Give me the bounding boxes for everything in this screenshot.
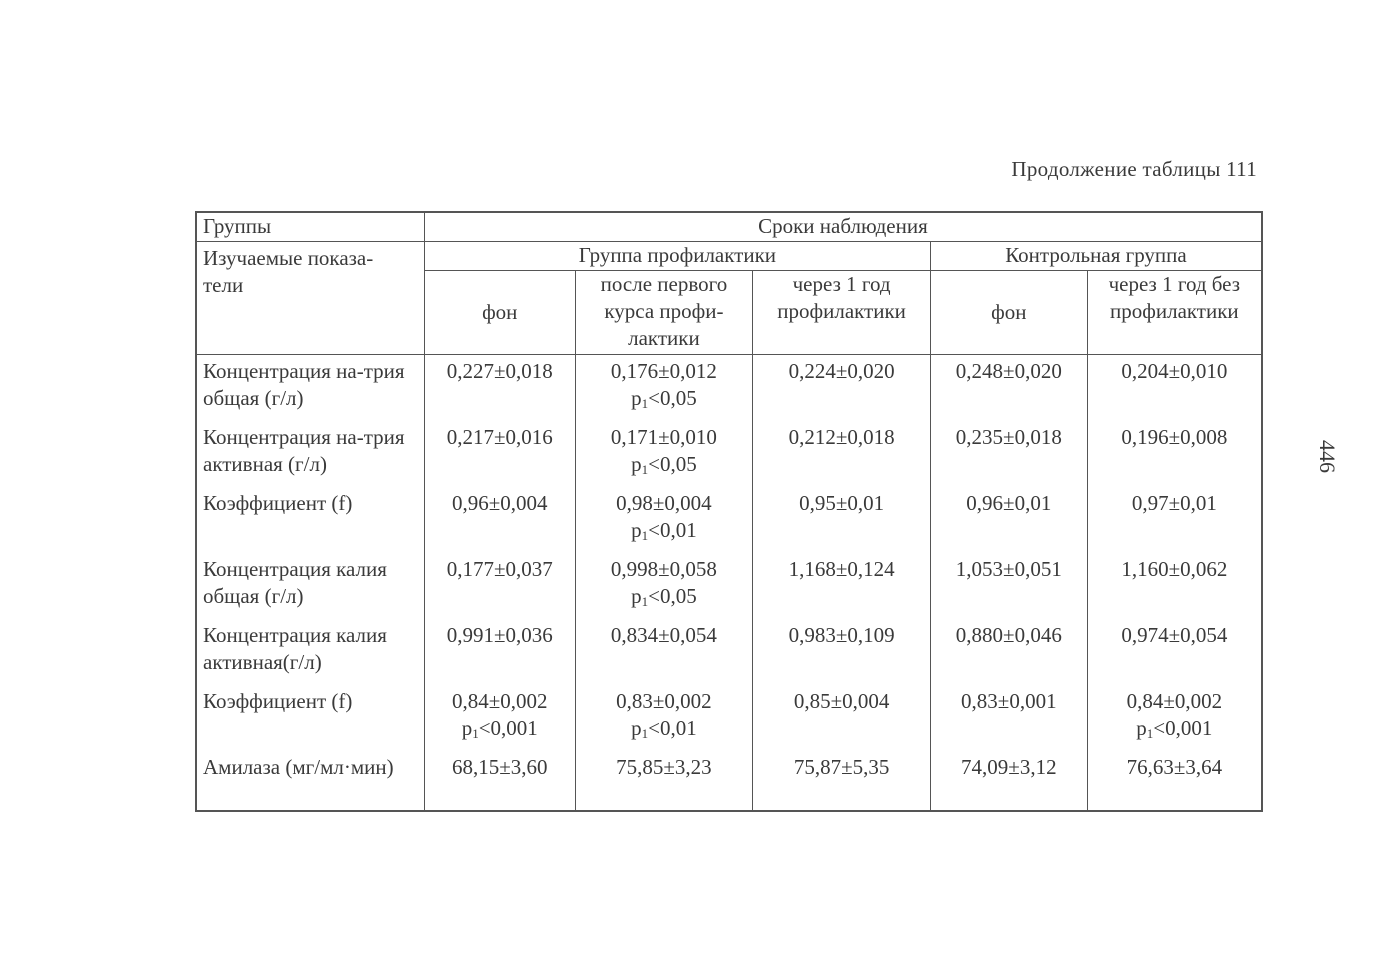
p-value-text: $p_1<0,001$	[1136, 716, 1213, 741]
value-text: 74,09±3,12	[961, 755, 1057, 779]
corner-header-parameters: Изучаемые показа- тели	[196, 242, 424, 355]
group-header-prophylaxis: Группа профилактики	[424, 242, 930, 271]
value-text: 76,63±3,64	[1126, 755, 1223, 779]
table-row	[196, 622, 1262, 688]
value-cell	[753, 355, 931, 425]
value-cell	[930, 556, 1087, 622]
subheader-1: фон	[424, 271, 575, 355]
p-value-text: $p_1<0,05$	[631, 386, 697, 411]
value-cell	[1087, 490, 1262, 556]
value-text: 0,85±0,004	[793, 689, 890, 713]
page-number: 446	[1315, 440, 1340, 473]
parameter-name: Концентрация на-трия общая (г/л)	[203, 359, 405, 410]
p-value-text: $p_1<0,01$	[631, 518, 697, 543]
value-text: 0,95±0,01	[799, 491, 885, 515]
value-cell	[753, 688, 931, 754]
value-text: 1,160±0,062	[1121, 557, 1228, 581]
value-cell	[424, 622, 575, 688]
subheader-4: фон	[930, 271, 1087, 355]
value-cell	[1087, 556, 1262, 622]
value-cell	[1087, 688, 1262, 754]
value-text: 0,98±0,004	[616, 491, 712, 515]
value-cell	[753, 754, 931, 811]
value-cell	[930, 355, 1087, 425]
value-text: 0,96±0,01	[966, 491, 1052, 515]
table-row	[196, 688, 1262, 754]
value-text: 0,248±0,020	[955, 359, 1062, 383]
value-cell	[575, 355, 753, 425]
value-text: 0,224±0,020	[788, 359, 895, 383]
value-text: 0,217±0,016	[446, 425, 553, 449]
table-row	[196, 424, 1262, 490]
parameter-name: Концентрация калия общая (г/л)	[203, 557, 387, 608]
p-value-text: $p_1<0,001$	[461, 716, 538, 741]
value-cell	[424, 355, 575, 425]
value-text: 1,053±0,051	[955, 557, 1062, 581]
value-text: 0,171±0,010	[610, 425, 717, 449]
value-cell	[424, 556, 575, 622]
value-text: 0,204±0,010	[1121, 359, 1228, 383]
value-text: 0,974±0,054	[1121, 623, 1228, 647]
value-cell	[424, 688, 575, 754]
parameter-name: Концентрация калия активная(г/л)	[203, 623, 387, 674]
table-caption: Продолжение таблицы 111	[1011, 157, 1257, 181]
parameter-name: Коэффициент (f)	[203, 491, 353, 515]
value-text: 0,96±0,004	[451, 491, 548, 515]
value-text: 0,84±0,002	[1126, 689, 1223, 713]
value-cell	[753, 424, 931, 490]
value-cell	[424, 490, 575, 556]
table-row	[196, 355, 1262, 425]
value-text: 0,84±0,002	[451, 689, 548, 713]
corner-header-groups: Группы	[196, 212, 424, 242]
value-cell	[753, 490, 931, 556]
value-cell	[753, 622, 931, 688]
value-text: 0,196±0,008	[1121, 425, 1228, 449]
observation-header: Сроки наблюдения	[424, 212, 1262, 242]
value-text: 0,227±0,018	[446, 359, 553, 383]
p-value-text: $p_1<0,05$	[631, 584, 697, 609]
value-cell	[930, 490, 1087, 556]
value-text: 0,176±0,012	[610, 359, 717, 383]
value-text: 75,87±5,35	[793, 755, 890, 779]
value-text: 68,15±3,60	[451, 755, 548, 779]
value-text: 0,83±0,001	[961, 689, 1057, 713]
p-value-text: $p_1<0,01$	[631, 716, 697, 741]
value-cell	[424, 754, 575, 811]
value-cell	[1087, 355, 1262, 425]
table-row	[196, 556, 1262, 622]
parameter-name: Амилаза (мг/мл·мин)	[203, 755, 394, 779]
group-header-control: Контрольная группа	[930, 242, 1262, 271]
value-cell	[575, 424, 753, 490]
value-text: 0,991±0,036	[446, 623, 553, 647]
value-text: 0,998±0,058	[610, 557, 717, 581]
value-text: 0,880±0,046	[955, 623, 1062, 647]
subheader-3: через 1 год профилактики	[753, 271, 931, 355]
table-row	[196, 490, 1262, 556]
subheader-2: после первого курса профи-лактики	[575, 271, 753, 355]
value-cell	[930, 424, 1087, 490]
parameter-name: Концентрация на-трия активная (г/л)	[203, 425, 405, 476]
data-table	[195, 211, 1263, 812]
p-value-text: $p_1<0,05$	[631, 452, 697, 477]
value-cell	[575, 754, 753, 811]
value-text: 0,983±0,109	[788, 623, 895, 647]
subheader-5: через 1 год без профилактики	[1087, 271, 1262, 355]
value-text: 0,83±0,002	[616, 689, 712, 713]
value-cell	[575, 556, 753, 622]
value-cell	[753, 556, 931, 622]
value-cell	[1087, 622, 1262, 688]
value-text: 75,85±3,23	[616, 755, 712, 779]
value-text: 0,212±0,018	[788, 425, 895, 449]
value-cell	[575, 622, 753, 688]
value-text: 0,834±0,054	[610, 623, 717, 647]
value-text: 0,235±0,018	[955, 425, 1062, 449]
parameter-name: Коэффициент (f)	[203, 689, 353, 713]
value-cell	[575, 688, 753, 754]
value-cell	[930, 754, 1087, 811]
value-cell	[1087, 754, 1262, 811]
value-text: 0,97±0,01	[1131, 491, 1217, 515]
value-cell	[424, 424, 575, 490]
value-text: 1,168±0,124	[788, 557, 895, 581]
value-cell	[575, 490, 753, 556]
value-text: 0,177±0,037	[446, 557, 553, 581]
value-cell	[930, 688, 1087, 754]
value-cell	[930, 622, 1087, 688]
value-cell	[1087, 424, 1262, 490]
table-row	[196, 754, 1262, 811]
